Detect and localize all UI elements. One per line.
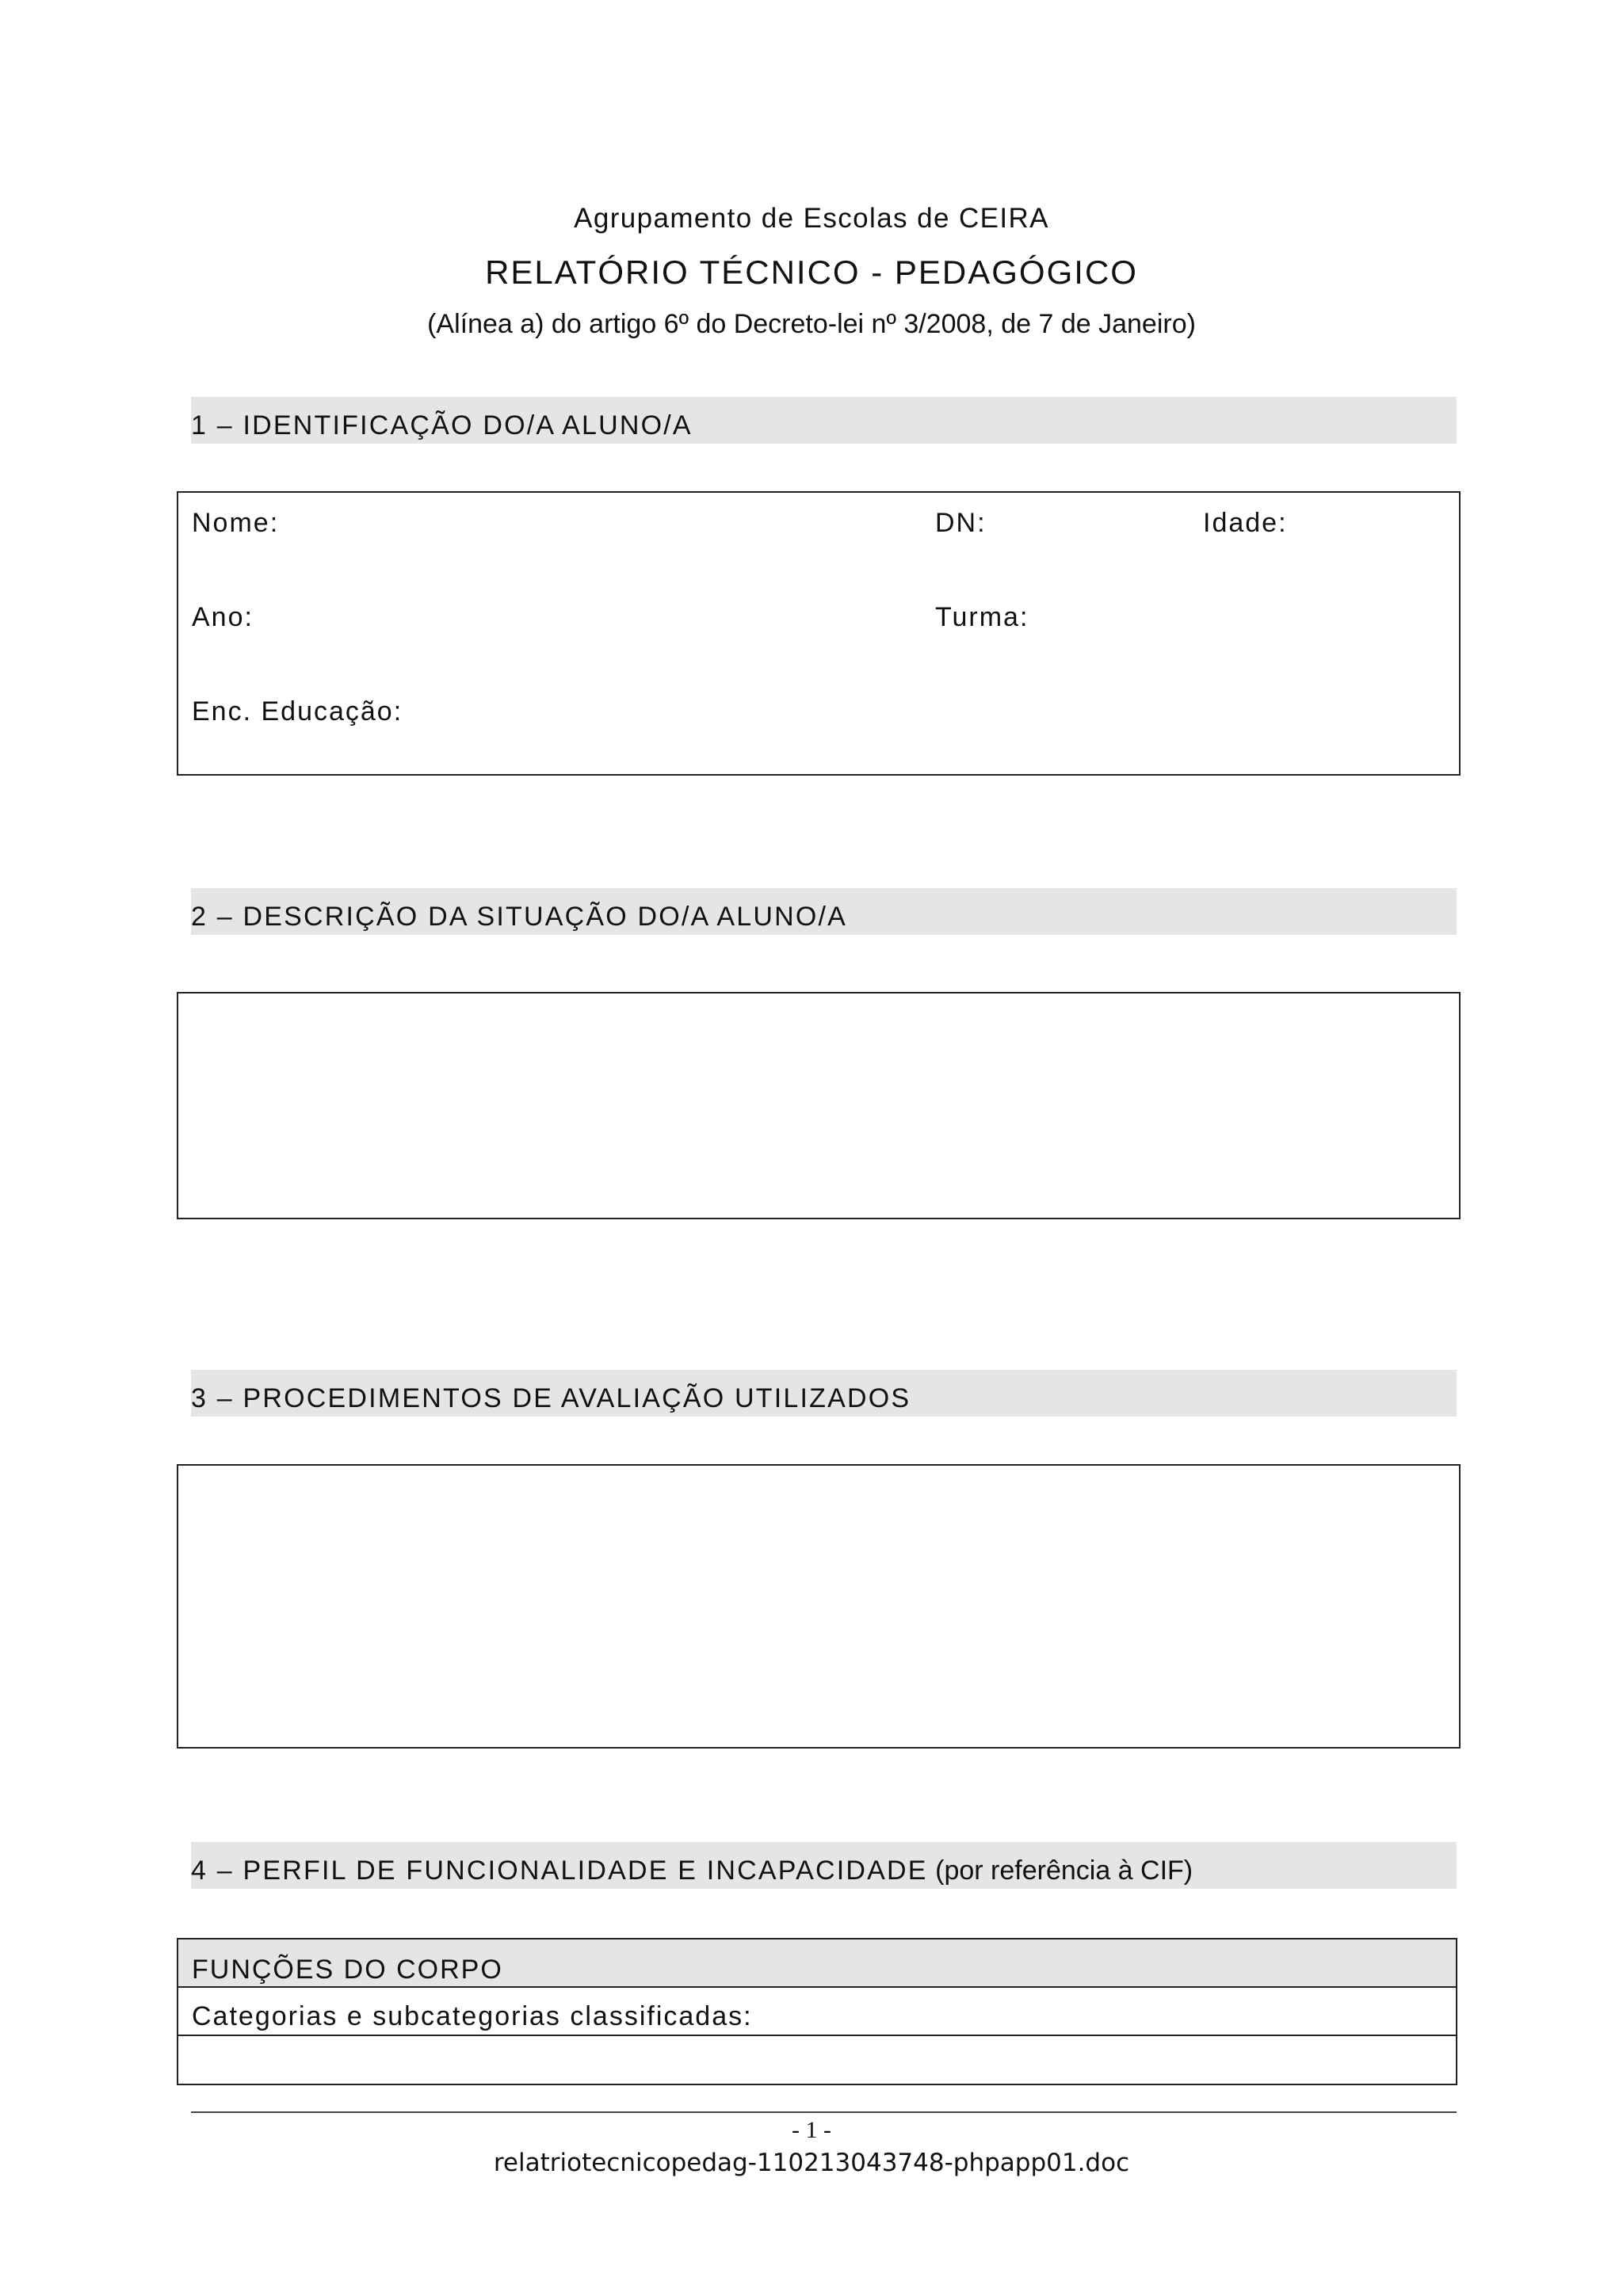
section-3-title: 3 – PROCEDIMENTOS DE AVALIAÇÃO UTILIZADOS bbox=[191, 1383, 911, 1413]
guardian-label: Enc. Educação: bbox=[192, 696, 403, 727]
section-1-title: 1 – IDENTIFICAÇÃO DO/A ALUNO/A bbox=[191, 410, 693, 441]
section-2-heading bbox=[191, 888, 1457, 935]
table-content-row[interactable] bbox=[178, 2036, 1456, 2084]
footer-filename: relatriotecnicopedag-110213043748-phpapp01.doc bbox=[493, 2149, 1130, 2177]
body-functions-table bbox=[177, 1938, 1457, 2085]
document-subtitle: (Alínea a) do artigo 6º do Decreto-lei nº 3/2008, de 7 de Janeiro) bbox=[427, 309, 1196, 339]
situation-description-box[interactable] bbox=[177, 992, 1461, 1219]
year-label: Ano: bbox=[192, 602, 254, 632]
class-label: Turma: bbox=[935, 602, 1029, 632]
section-1-heading bbox=[191, 397, 1457, 444]
identification-box bbox=[177, 491, 1461, 776]
table-subheader-row bbox=[178, 1988, 1456, 2036]
birthdate-label: DN: bbox=[935, 508, 987, 538]
section-4-note: (por referência à CIF) bbox=[927, 1855, 1193, 1886]
table-header-row bbox=[178, 1939, 1456, 1988]
categories-label: Categorias e subcategorias classificadas: bbox=[192, 2001, 753, 2031]
page-number: - 1 - bbox=[792, 2117, 831, 2143]
age-label: Idade: bbox=[1203, 508, 1288, 538]
section-4-title: 4 – PERFIL DE FUNCIONALIDADE E INCAPACIDADE bbox=[191, 1855, 928, 1886]
section-3-heading bbox=[191, 1370, 1457, 1417]
footer-divider bbox=[191, 2111, 1457, 2113]
document-title: RELATÓRIO TÉCNICO - PEDAGÓGICO bbox=[485, 254, 1138, 291]
section-4-heading bbox=[191, 1842, 1457, 1889]
assessment-procedures-box[interactable] bbox=[177, 1464, 1461, 1749]
name-label: Nome: bbox=[192, 508, 280, 538]
section-2-title: 2 – DESCRIÇÃO DA SITUAÇÃO DO/A ALUNO/A bbox=[191, 902, 848, 932]
school-name: Agrupamento de Escolas de CEIRA bbox=[574, 203, 1049, 234]
body-functions-header: FUNÇÕES DO CORPO bbox=[192, 1955, 503, 1985]
